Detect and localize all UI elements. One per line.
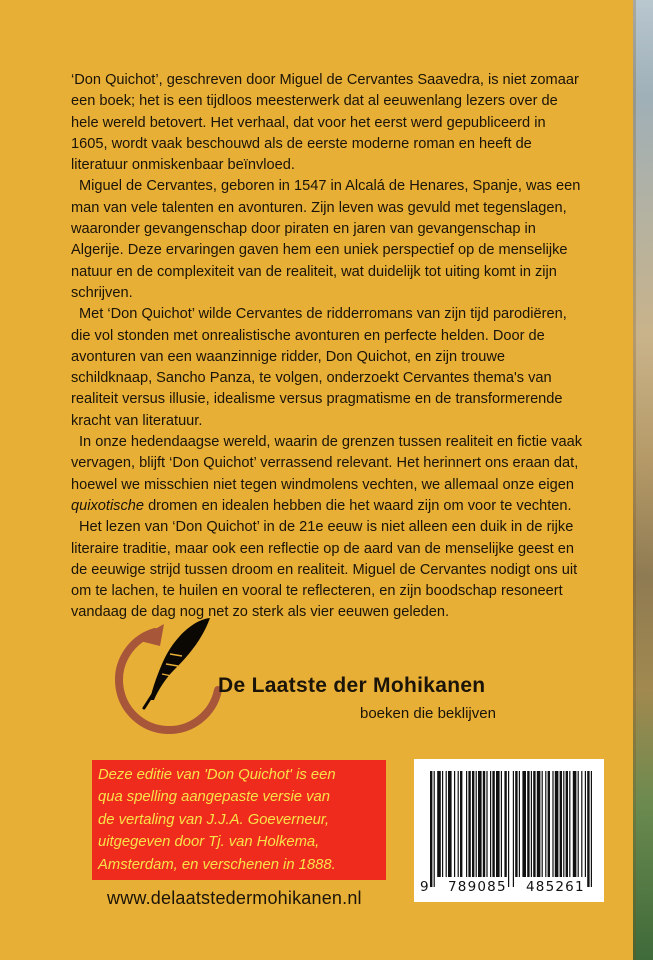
barcode-bar xyxy=(448,771,452,877)
barcode-bar xyxy=(437,771,441,877)
barcode-bar xyxy=(454,771,455,877)
barcode-bar xyxy=(519,771,520,877)
barcode-bar xyxy=(472,771,474,877)
barcode-bar xyxy=(430,771,432,887)
barcode-bar xyxy=(513,771,514,887)
blurb-paragraph-4-end: dromen en idealen hebben die het waard zijn om voor te vechten. xyxy=(144,497,572,514)
blurb-paragraph-4-start: In onze hedendaagse wereld, waarin de grenzen tussen realiteit en fictie vaak vervagen, blijft ‘Don Quichot’ verrassend relevant. Het herinnert ons eraan dat, hoewel we misschien niet tegen windmolens vechten, we allemaal onze eigen xyxy=(71,434,582,493)
barcode-bar xyxy=(476,771,477,877)
barcode-bar xyxy=(504,771,506,877)
barcode-bar xyxy=(442,771,443,877)
barcode-first-digit: 9 xyxy=(420,879,430,895)
barcode-bar xyxy=(585,771,586,877)
barcode-bar xyxy=(537,771,541,877)
barcode-bar xyxy=(591,771,592,887)
blurb-text xyxy=(71,70,586,624)
isbn-barcode xyxy=(414,759,604,902)
barcode-bar xyxy=(434,771,435,887)
publisher-tagline: boeken die beklijven xyxy=(360,705,496,722)
barcode-bar xyxy=(458,771,459,877)
barcode-bar xyxy=(483,771,485,877)
barcode-bar xyxy=(501,771,502,877)
barcode-bar xyxy=(578,771,579,877)
edition-note-line: Deze editie van 'Don Quichot' is een xyxy=(98,767,336,783)
website-link[interactable]: www.delaatstedermohikanen.nl xyxy=(107,888,362,908)
barcode-bar xyxy=(486,771,487,877)
barcode-bar xyxy=(533,771,535,877)
barcode-bar xyxy=(566,771,568,877)
blurb-paragraph-4 xyxy=(71,432,586,517)
blurb-paragraph-2: Miguel de Cervantes, geboren in 1547 in Alcalá de Henares, Spanje, was een man van vele talenten en avonturen. Zijn leven was gevuld met tegenslagen, waaronder gevangenschap door piraten en jaren van gevangenschap in Algerije. Deze ervaringen gaven hem een uniek perspectief op de menselijke natuur en de complexiteit van de realiteit, wat duidelijk tot uiting komt in zijn schrijven. xyxy=(71,178,581,301)
blurb-paragraph-4-italic: quixotische xyxy=(71,497,145,514)
barcode-bar xyxy=(563,771,564,877)
barcode-bar xyxy=(542,771,543,877)
barcode-bar xyxy=(515,771,517,877)
barcode-bar xyxy=(522,771,526,877)
barcode-bar xyxy=(587,771,589,887)
barcode-bar xyxy=(548,771,550,877)
barcode-bar xyxy=(545,771,546,877)
barcode-bar xyxy=(490,771,491,877)
barcode-right-group: 485261 xyxy=(526,879,585,895)
publisher-name: De Laatste der Mohikanen xyxy=(218,674,486,697)
barcode-bar xyxy=(460,771,462,877)
edition-note-line: Amsterdam, en verschenen in 1888. xyxy=(98,856,336,873)
barcode-bar xyxy=(466,771,467,877)
barcode-bar xyxy=(527,771,529,877)
blurb-paragraph-3: Met ‘Don Quichot’ wilde Cervantes de ridderromans van zijn tijd parodiëren, die vol stonden met onrealistische avonturen en perfecte helden. Door de avonturen van een waanzinnige ridder, Don Quichot, en zijn trouwe schildknaap, Sancho Panza, te volgen, onderzoekt Cervantes thema's van realiteit versus illusie, idealisme versus pragmatisme en de transformerende kracht van literatuur. xyxy=(71,306,567,429)
spine-painting-strip xyxy=(633,0,653,960)
edition-note-line: uitgegeven door Tj. van Holkema, xyxy=(98,834,320,851)
edition-note-line: qua spelling aangepaste versie van xyxy=(98,789,330,806)
edition-note-box xyxy=(92,760,386,880)
barcode-bar xyxy=(492,771,494,877)
blurb-paragraph-5: Het lezen van ‘Don Quichot’ in de 21e eeuw is niet alleen een duik in de rijke literaire traditie, maar ook een reflectie op de aard van de menselijke geest en de eeuwige strijd tussen droom en realiteit. Miguel de Cervantes nodigt ons uit om te lachen, te huilen en vooral te reflecteren, en zijn boodschap resoneert vandaag de dag nog net zo sterk als vier eeuwen geleden. xyxy=(71,519,578,621)
barcode-bar xyxy=(508,771,509,887)
blurb-paragraph-1: ‘Don Quichot’, geschreven door Miguel de Cervantes Saavedra, is niet zomaar een boek; het is een tijdloos meesterwerk dat al eeuwenlang lezers over de hele wereld betovert. Het verhaal, dat voor het eerst werd gepubliceerd in 1605, wordt vaak beschouwd als de eerste moderne roman en heeft de literatuur onmiskenbaar beïnvloed. xyxy=(71,72,579,174)
barcode-bar xyxy=(569,771,570,877)
barcode-bar xyxy=(552,771,553,877)
barcode-bar xyxy=(581,771,582,877)
barcode-bar xyxy=(555,771,559,877)
barcode-bar xyxy=(496,771,500,877)
quill-arrow-circle-icon xyxy=(110,610,240,735)
edition-note-line: de vertaling van J.J.A. Goeverneur, xyxy=(98,811,330,828)
barcode-bar xyxy=(468,771,470,877)
barcode-bar xyxy=(478,771,482,877)
barcode-bar xyxy=(573,771,577,877)
barcode-bar xyxy=(531,771,532,877)
barcode-bar xyxy=(446,771,447,877)
barcode-bar xyxy=(560,771,562,877)
barcode-left-group: 789085 xyxy=(448,879,507,895)
